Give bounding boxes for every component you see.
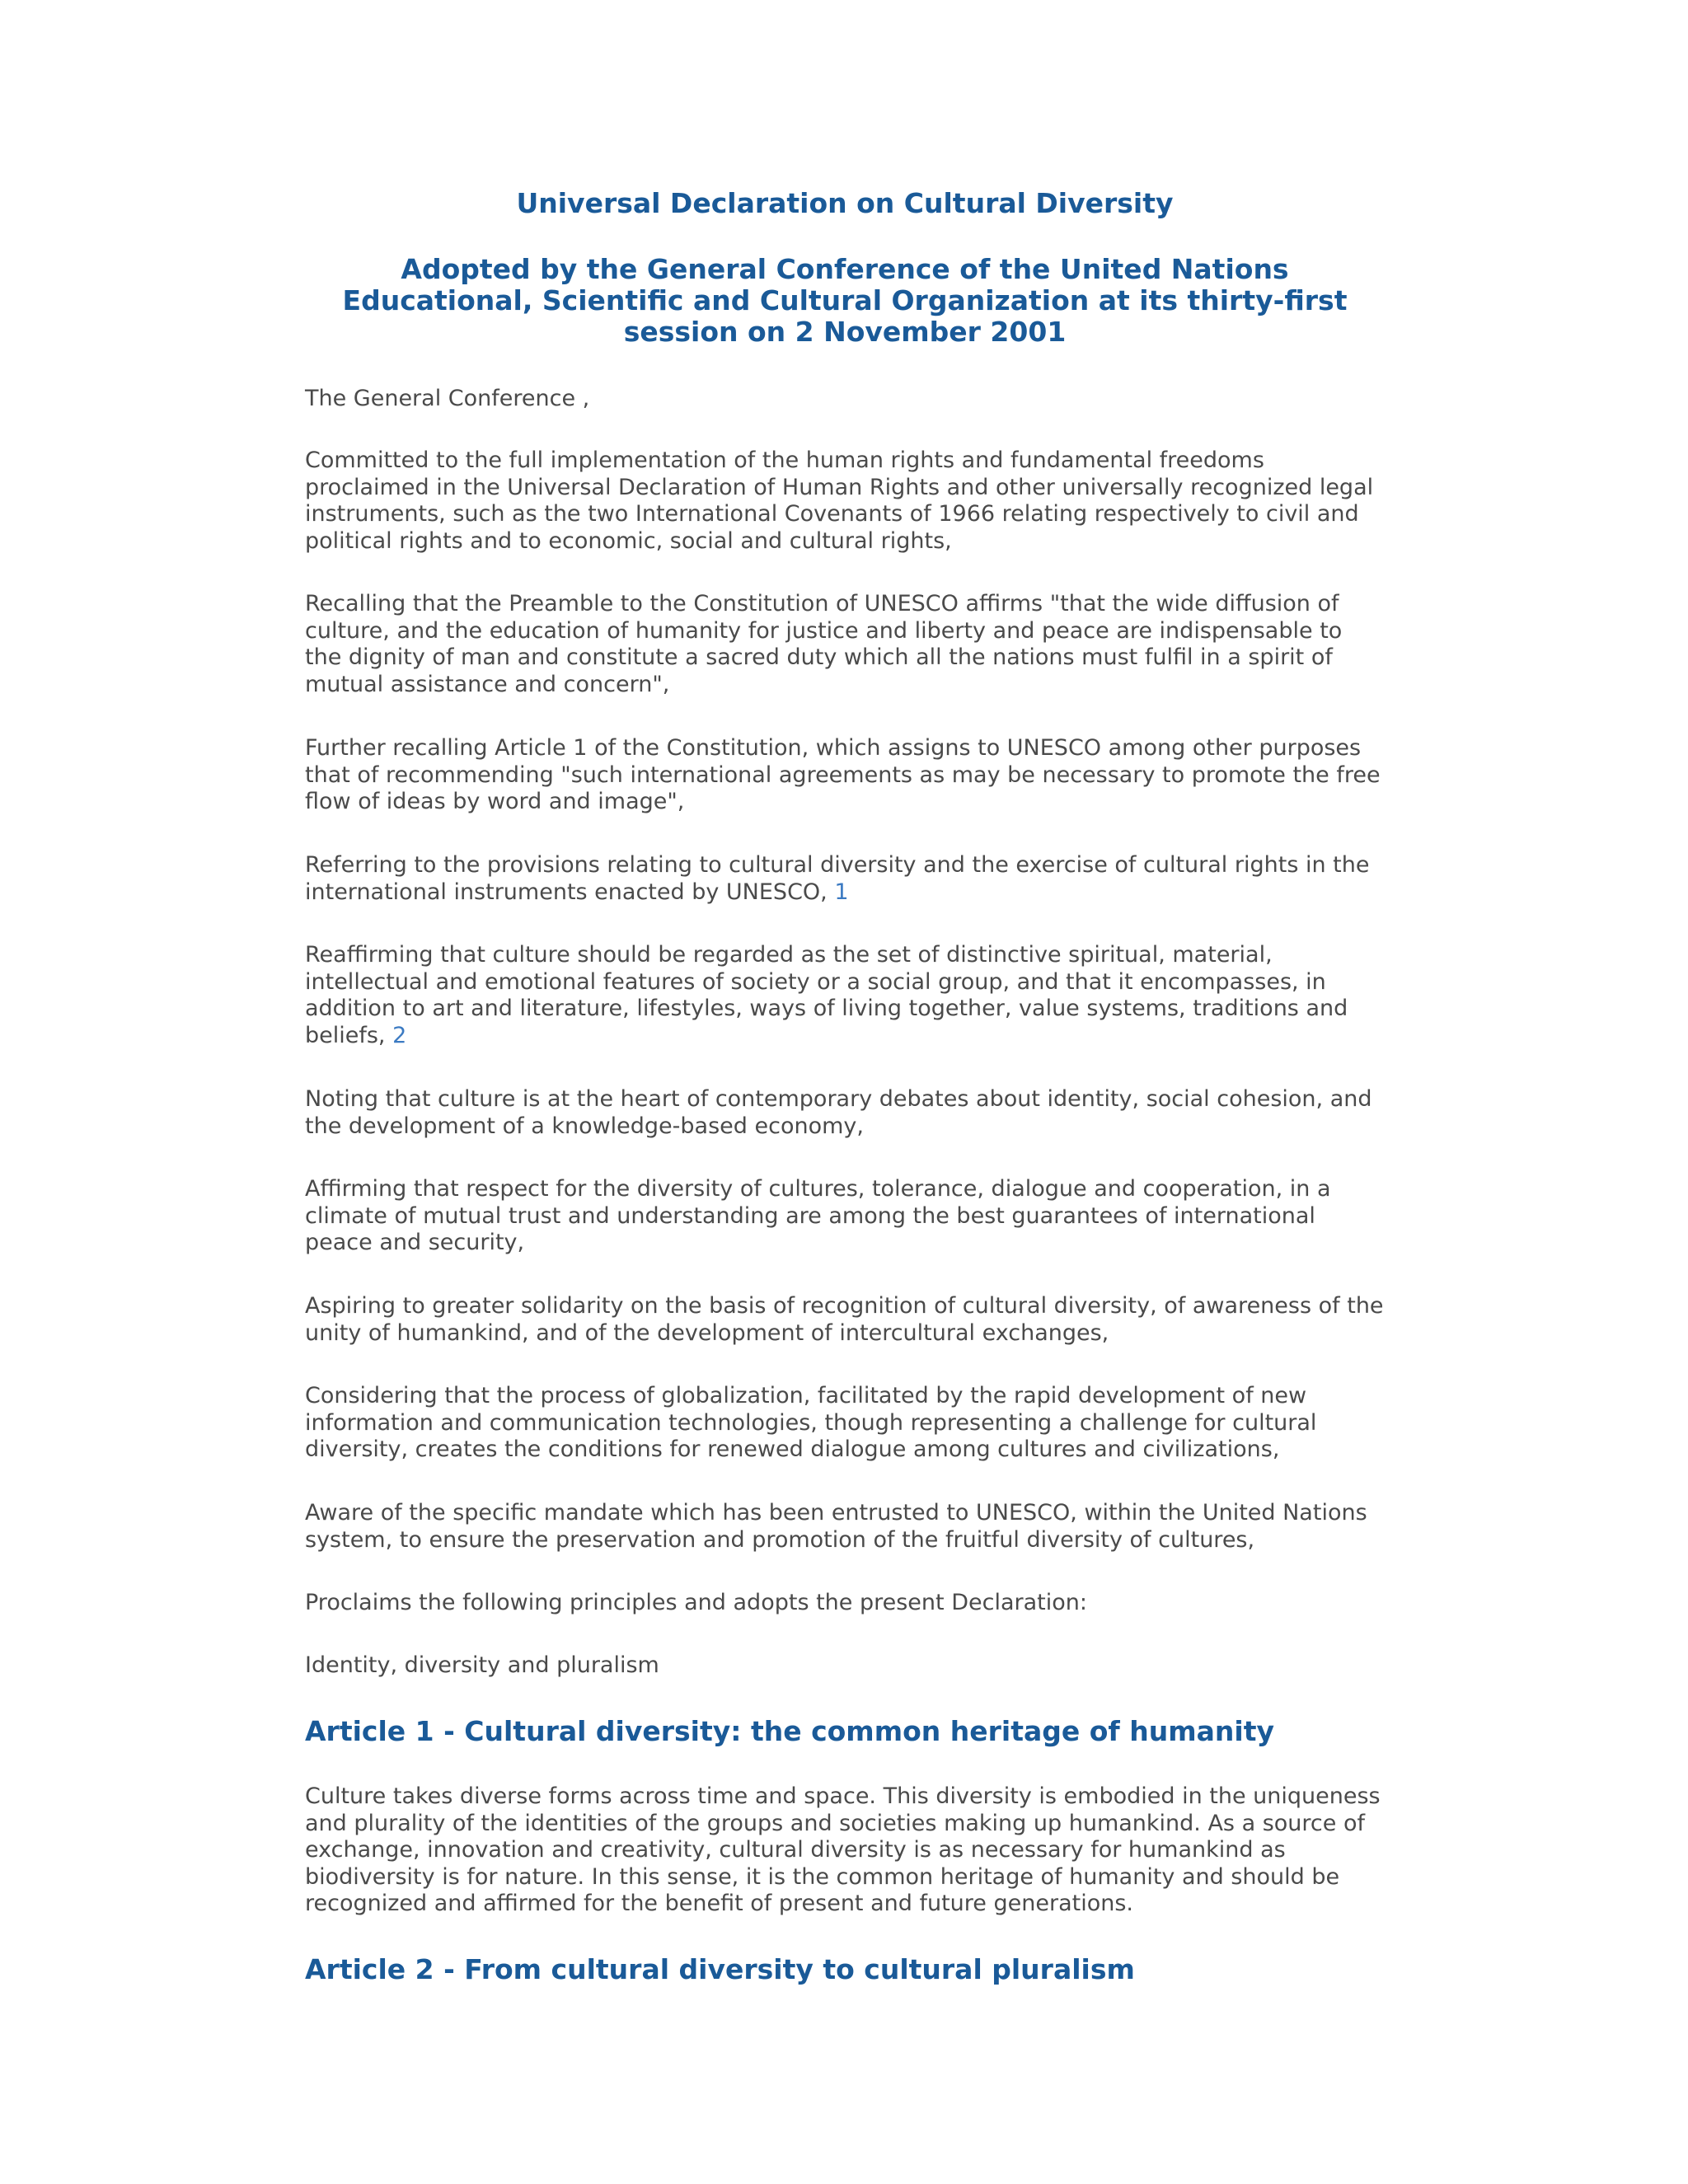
preamble-paragraph [305, 852, 1385, 906]
preamble-text: Proclaims the following principles and adopts the present Declaration: [305, 1590, 1087, 1615]
preamble-text: Noting that culture is at the heart of contemporary debates about identity, social cohesion, and the development of a knowledge-based economy, [305, 1086, 1372, 1139]
article-body: Culture takes diverse forms across time and space. This diversity is embodied in the uniqueness and plurality of the identities of the groups and societies making up humankind. As a source of exchange, innovation and creativity, cultural diversity is as necessary for humankind as biodiversity is for nature. In this sense, it is the common heritage of humanity and should be recognized and affirmed for the benefit of present and future generations. [305, 1783, 1381, 1916]
footnote-link[interactable]: 1 [834, 879, 849, 905]
preamble-paragraph [305, 1500, 1385, 1554]
preamble-paragraph [305, 1590, 1385, 1617]
preamble-text: Affirming that respect for the diversity of cultures, tolerance, dialogue and cooperation, in a climate of mutual trust and understanding are among the best guarantees of international peace and security, [305, 1176, 1331, 1255]
article-heading: Article 2 - From cultural diversity to cultural pluralism [305, 1953, 1135, 1985]
preamble-paragraph [305, 735, 1385, 816]
document-title: Universal Declaration on Cultural Diversity [516, 187, 1174, 219]
preamble-text: Considering that the process of globalization, facilitated by the rapid development of new information and communication technologies, though representing a challenge for cultural diversity, creates the conditions for renewed dialogue among cultures and civilizations, [305, 1383, 1317, 1462]
footnote-link[interactable]: 2 [392, 1022, 407, 1048]
preamble-text: Aspiring to greater solidarity on the basis of recognition of cultural diversity, of awareness of the unity of humankind, and of the development of intercultural exchanges, [305, 1293, 1384, 1346]
preamble-paragraph [305, 1383, 1385, 1464]
document-subtitle: Adopted by the General Conference of the United Nations Educational, Scientific and Cultural Organization at its thirty-first session on 2 November 2001 [342, 253, 1348, 348]
section-label [305, 1652, 1385, 1680]
opening-line: The General Conference , [305, 386, 590, 411]
preamble-text: Further recalling Article 1 of the Constitution, which assigns to UNESCO among other purposes that of recommending "such international agreements as may be necessary to promote the free flow of ideas by word and image", [305, 735, 1381, 814]
article-heading: Article 1 - Cultural diversity: the common heritage of humanity [305, 1715, 1274, 1747]
preamble-paragraph [305, 1086, 1385, 1140]
preamble-text: Recalling that the Preamble to the Constitution of UNESCO affirms "that the wide diffusion of culture, and the education of humanity for justice and liberty and peace are indispensable to the dignity of man and constitute a sacred duty which all the nations must fulfil in a spirit of mutual assistance and concern", [305, 591, 1343, 697]
preamble-paragraph [305, 448, 1385, 555]
preamble-text: Identity, diversity and pluralism [305, 1652, 659, 1678]
preamble-paragraph [305, 1176, 1385, 1257]
preamble-paragraph [305, 1293, 1385, 1347]
preamble-text: Aware of the specific mandate which has been entrusted to UNESCO, within the United Nations system, to ensure the preservation and promotion of the fruitful diversity of cultures, [305, 1500, 1367, 1553]
preamble-text: Referring to the provisions relating to cultural diversity and the exercise of cultural rights in the international instruments enacted by UNESCO, [305, 852, 1370, 905]
preamble-text: Reaffirming that culture should be regarded as the set of distinctive spiritual, material, intellectual and emotional features of society or a social group, and that it encompasses, in addition to art and literature, lifestyles, ways of living together, value systems, traditions and beliefs, [305, 942, 1348, 1048]
preamble-text: Committed to the full implementation of the human rights and fundamental freedoms proclaimed in the Universal Declaration of Human Rights and other universally recognized legal instruments, such as the two International Covenants of 1966 relating respectively to civil and political rights and to economic, social and cultural rights, [305, 448, 1374, 554]
preamble-paragraph [305, 942, 1385, 1049]
preamble-paragraph [305, 591, 1385, 698]
